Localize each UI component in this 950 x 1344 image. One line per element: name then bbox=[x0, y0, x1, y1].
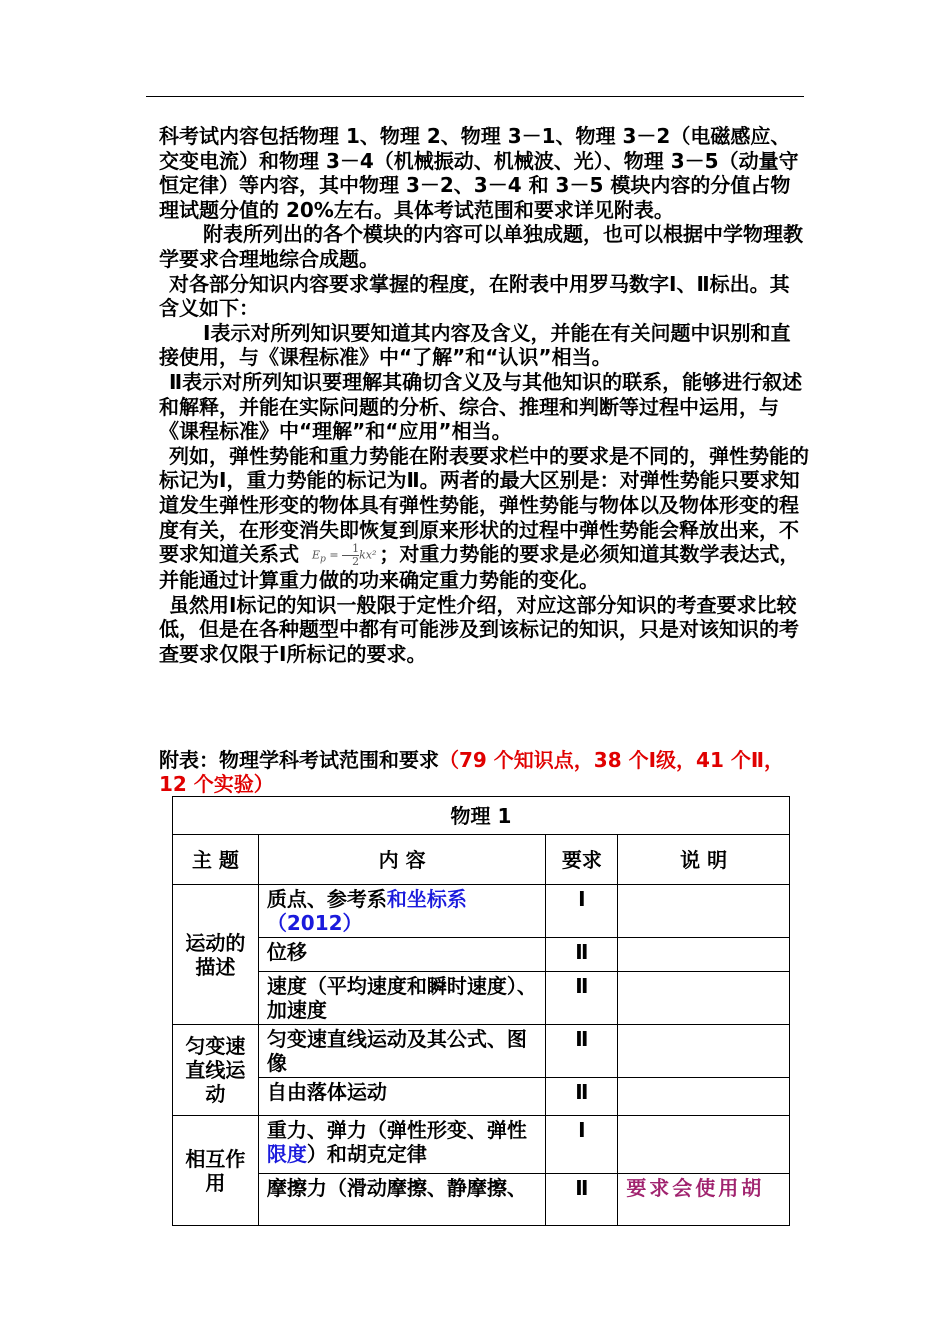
paragraph-modules: 附表所列出的各个模块的内容可以单独成题，也可以根据中学物理教学要求合理地综合成题。 bbox=[159, 222, 803, 271]
paragraph-example bbox=[159, 444, 809, 593]
table-row-content: 速度（平均速度和瞬时速度）、加速度 bbox=[258, 972, 546, 1025]
table-row-content: 位移 bbox=[258, 938, 546, 972]
table-row-requirement: Ⅱ bbox=[546, 1025, 618, 1078]
table-row-note bbox=[618, 1078, 790, 1116]
table-row-note: 要求会使用胡 bbox=[618, 1174, 790, 1226]
table-row-note bbox=[618, 885, 790, 938]
appendix-heading bbox=[159, 748, 809, 796]
paragraph-exam-content: 科考试内容包括物理 1、物理 2、物理 3－1、物理 3－2（电磁感应、交变电流）和物理 3－4（机械振动、机械波、光）、物理 3－5（动量守恒定律）等内容，其中物理 3－2、3－4 和 3－5 模块内容的分值占物理试题分值的 20%左右。具体考试范围和要求详见附表。 bbox=[159, 124, 799, 222]
physics-1-table bbox=[172, 796, 790, 1226]
header-requirement: 要求 bbox=[546, 835, 618, 885]
paragraph-level-two: Ⅱ表示对所列知识要理解其确切含义及与其他知识的联系，能够进行叙述和解释，并能在实际问题的分析、综合、推理和判断等过程中运用，与《课程标准》中“理解”和“应用”相当。 bbox=[159, 369, 803, 444]
header-topic: 主 题 bbox=[173, 835, 259, 885]
table-row-note bbox=[618, 972, 790, 1025]
topic-motion-description: 运动的描述 bbox=[173, 885, 259, 1025]
table-row-requirement: Ⅱ bbox=[546, 1078, 618, 1116]
table-row-requirement: Ⅰ bbox=[546, 1116, 618, 1174]
table-row-content: 摩擦力（滑动摩擦、静摩擦、 bbox=[258, 1174, 546, 1226]
table-row-requirement: Ⅱ bbox=[546, 1174, 618, 1226]
example-text-a: 列如，弹性势能和重力势能在附表要求栏中的要求是不同的，弹性势能的标记为Ⅰ，重力势能的标记为Ⅱ。两者的最大区别是：对弹性势能只要求知道发生弹性形变的物体具有弹性势能，弹性势能与物体以及物体形变的程度有关，在形变消失即恢复到原来形状的过程中弹性势能会释放出来，不要求知道关系式 bbox=[159, 443, 809, 567]
table-row-note bbox=[618, 938, 790, 972]
header-note: 说 明 bbox=[618, 835, 790, 885]
body-text bbox=[159, 124, 809, 666]
topic-uniform-acceleration: 匀变速直线运动 bbox=[173, 1025, 259, 1116]
example-text-b: ；对重力势能的要求是必须知道其数学表达式，并能通过计算重力做的功来确定重力势能的变化。 bbox=[159, 542, 800, 593]
table-row-content: 自由落体运动 bbox=[258, 1078, 546, 1116]
header-content: 内 容 bbox=[258, 835, 546, 885]
header-rule bbox=[146, 96, 804, 97]
table-row-requirement: Ⅰ bbox=[546, 885, 618, 938]
table-row-note bbox=[618, 1025, 790, 1078]
paragraph-level-one: Ⅰ表示对所列知识要知道其内容及含义，并能在有关问题中识别和直接使用，与《课程标准》中“了解”和“认识”相当。 bbox=[159, 320, 791, 370]
appendix-stats: （79 个知识点，38 个Ⅰ级，41 个Ⅱ，12 个实验） bbox=[159, 748, 784, 796]
table-row-requirement: Ⅱ bbox=[546, 972, 618, 1025]
topic-interaction: 相互作用 bbox=[173, 1116, 259, 1226]
paragraph-level-one-note: 虽然用Ⅰ标记的知识一般限于定性介绍，对应这部分知识的考查要求比较低，但是在各种题型中都有可能涉及到该标记的知识，只是对该知识的考查要求仅限于Ⅰ所标记的要求。 bbox=[159, 592, 799, 666]
paragraph-levels: 对各部分知识内容要求掌握的程度，在附表中用罗马数字Ⅰ、Ⅱ标出。其含义如下： bbox=[159, 271, 790, 321]
appendix-title: 附表：物理学科考试范围和要求 bbox=[159, 748, 439, 772]
table-caption: 物理 1 bbox=[173, 797, 790, 835]
elastic-energy-formula: $E_p$ = $\frac{1}{2}$ kx² bbox=[312, 542, 377, 569]
table-row-content: 匀变速直线运动及其公式、图像 bbox=[258, 1025, 546, 1078]
table-row-requirement: Ⅱ bbox=[546, 938, 618, 972]
table-row-content: 重力、弹力（弹性形变、弹性限度）和胡克定律 bbox=[258, 1116, 546, 1174]
table-row-content: 质点、参考系和坐标系（2012） bbox=[258, 885, 546, 938]
table-row-note bbox=[618, 1116, 790, 1174]
